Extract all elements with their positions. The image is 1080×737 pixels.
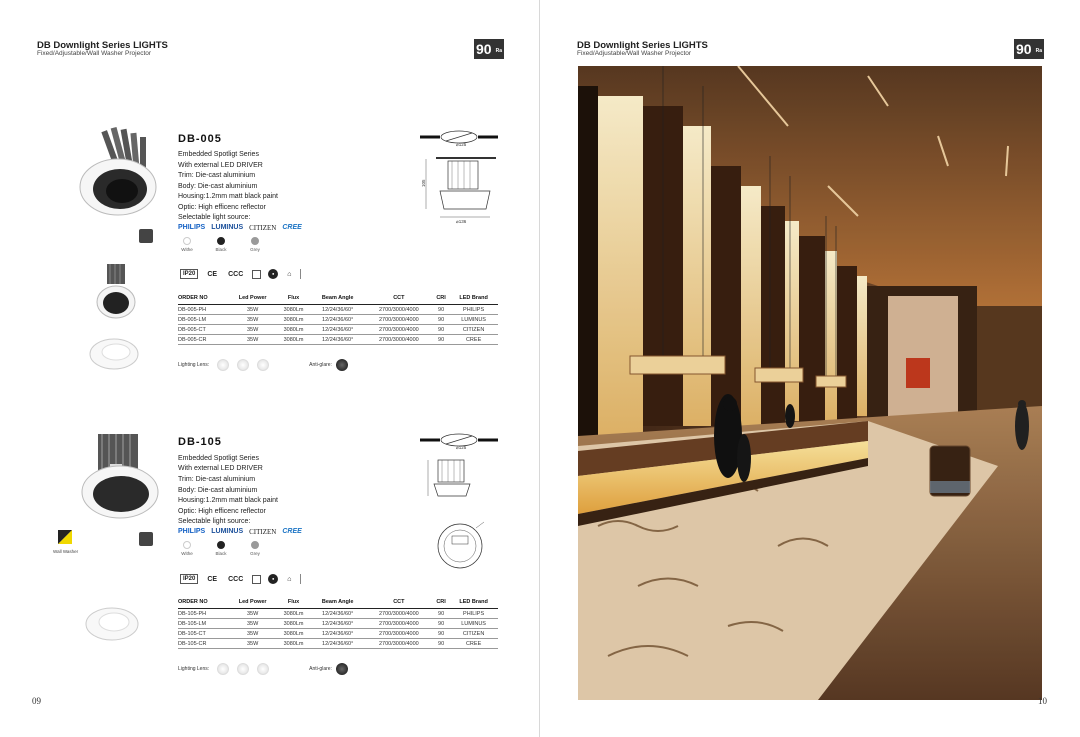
lens-option — [237, 663, 249, 675]
col-led-brand: LED Brand — [459, 295, 488, 301]
wall-washer-label: Wall Washer — [53, 549, 79, 554]
header-title: DB Downlight Series LIGHTS — [37, 40, 168, 51]
lens-option — [257, 663, 269, 675]
house-icon: ⌂ — [287, 270, 292, 278]
swatch-black: Black — [214, 237, 228, 252]
lens-option — [217, 359, 229, 371]
ra-value: 90 — [476, 41, 492, 57]
col-cct: CCT — [393, 599, 405, 605]
product-image-db-005 — [78, 125, 160, 220]
lens-row — [178, 663, 348, 675]
ra-badge — [1014, 39, 1044, 59]
ccc-mark: CCC — [228, 575, 244, 583]
product-image-trim-db-005 — [88, 336, 140, 372]
citizen-logo: CITIZEN — [249, 224, 277, 232]
antiglare-icon — [336, 359, 348, 371]
swatch-grey: Grey — [248, 541, 262, 556]
luminus-logo: LUMINUS — [211, 224, 244, 231]
spec-line: Trim: Die-cast aluminium — [178, 476, 256, 483]
ip20-badge: IP20 — [180, 269, 198, 279]
brand-logos — [178, 224, 302, 232]
dimmable-icon — [139, 229, 153, 243]
technical-drawing-db-005 — [418, 125, 500, 225]
col-flux: Flux — [287, 295, 300, 301]
page-number: 10 — [1038, 696, 1047, 706]
ccc-mark: CCC — [228, 270, 244, 278]
color-swatches — [180, 541, 262, 556]
class-icon: ● — [268, 574, 278, 584]
antiglare-label: Anti-glare: — [309, 666, 332, 672]
table-row: DB-005-LM 35W 3080Lm 12/24/36/60° 2700/3000/4000 90 LUMINUS — [178, 315, 498, 325]
table-row: DB-005-PH 35W 3080Lm 12/24/36/60° 2700/3000/4000 90 PHILIPS — [178, 305, 498, 315]
page-number: 09 — [32, 696, 41, 706]
col-order-no: ORDER NO — [178, 599, 208, 605]
col-beam-angle: Beam Angle — [321, 295, 354, 301]
spec-line: Trim: Die-cast aluminium — [178, 172, 256, 179]
antiglare — [309, 663, 348, 675]
certification-row — [180, 574, 301, 584]
lens-option — [217, 663, 229, 675]
col-cct: CCT — [393, 295, 405, 301]
ra-sup: Ra — [1035, 48, 1042, 54]
ra-badge — [474, 39, 504, 59]
table-row: DB-005-CR 35W 3080Lm 12/24/36/60° 2700/3000/4000 90 CREE — [178, 335, 498, 345]
cree-logo: CREE — [282, 224, 302, 231]
table-row: DB-105-CT 35W 3080Lm 12/24/36/60° 2700/3000/4000 90 CITIZEN — [178, 629, 498, 639]
spec-line: With external LED DRIVER — [178, 465, 263, 472]
spec-line: With external LED DRIVER — [178, 162, 263, 169]
header-subtitle: Fixed/Adjustable/Wall Washer Projector — [37, 50, 152, 57]
lens-row — [178, 359, 348, 371]
lens-option — [257, 359, 269, 371]
ce-mark: CE — [207, 575, 218, 583]
spec-line: Embedded Spotligt Series — [178, 151, 259, 158]
spec-line: Housing:1.2mm matt black paint — [178, 193, 278, 200]
col-led-power: Led Power — [238, 599, 267, 605]
dim-label: ⌀136 — [456, 219, 467, 224]
ra-sup: Ra — [495, 48, 502, 54]
col-cri: CRI — [436, 599, 446, 605]
product-image-trim-db-105 — [84, 604, 140, 644]
class-icon: ● — [268, 269, 278, 279]
dim-label: 105 — [421, 179, 426, 187]
antiglare — [309, 359, 348, 371]
lens-option — [237, 359, 249, 371]
spec-line: Body: Die-cast aluminium — [178, 487, 258, 494]
spec-line: Selectable light source: — [178, 214, 251, 221]
spec-line: Selectable light source: — [178, 518, 251, 525]
product-image-db-105 — [80, 430, 162, 522]
driver-icon — [252, 270, 261, 279]
col-beam-angle: Beam Angle — [321, 599, 354, 605]
spec-line: Optic: High efficenc reflector — [178, 204, 266, 211]
spec-line: Housing:1.2mm matt black paint — [178, 497, 278, 504]
swatch-white: Withe — [180, 541, 194, 556]
swatch-black: Black — [214, 541, 228, 556]
table-row: DB-105-CR 35W 3080Lm 12/24/36/60° 2700/3000/4000 90 CREE — [178, 639, 498, 649]
philips-logo: PHILIPS — [178, 224, 206, 231]
dim-label: ⌀125 — [456, 445, 467, 450]
swatch-white: Withe — [180, 237, 194, 252]
spec-line: Optic: High efficenc reflector — [178, 508, 266, 515]
swatch-grey: Grey — [248, 237, 262, 252]
spec-line: Embedded Spotligt Series — [178, 455, 259, 462]
hotel-lobby-photo — [578, 66, 1042, 700]
spec-table-db-105 — [178, 598, 498, 649]
ce-mark: CE — [207, 270, 218, 278]
luminus-logo: LUMINUS — [211, 528, 244, 535]
technical-drawing-db-105 — [418, 430, 500, 570]
col-order-no: ORDER NO — [178, 295, 208, 301]
ip20-badge: IP20 — [180, 574, 198, 584]
brand-logos — [178, 528, 302, 536]
dim-label: ⌀125 — [456, 142, 467, 147]
divider — [300, 269, 301, 279]
table-row: DB-005-CT 35W 3080Lm 12/24/36/60° 2700/3000/4000 90 CITIZEN — [178, 325, 498, 335]
col-flux: Flux — [287, 599, 300, 605]
divider — [300, 574, 301, 584]
lighting-lens-label: Lighting Lens: — [178, 362, 210, 368]
driver-icon — [252, 575, 261, 584]
header-subtitle: Fixed/Adjustable/Wall Washer Projector — [577, 50, 692, 57]
product-model: DB-005 — [178, 133, 222, 145]
certification-row — [180, 269, 301, 279]
house-icon: ⌂ — [287, 575, 292, 583]
right-page — [540, 0, 1080, 737]
table-header-row — [178, 598, 498, 609]
table-header-row — [178, 294, 498, 305]
col-led-brand: LED Brand — [459, 599, 488, 605]
product-image-small-db-005 — [95, 262, 137, 320]
spec-table-db-005 — [178, 294, 498, 345]
color-swatches — [180, 237, 262, 252]
citizen-logo: CITIZEN — [249, 528, 277, 536]
header-title: DB Downlight Series LIGHTS — [577, 40, 708, 51]
table-row: DB-105-PH 35W 3080Lm 12/24/36/60° 2700/3000/4000 90 PHILIPS — [178, 609, 498, 619]
philips-logo: PHILIPS — [178, 528, 206, 535]
ra-value: 90 — [1016, 41, 1032, 57]
col-led-power: Led Power — [238, 295, 267, 301]
dimmable-icon — [139, 532, 153, 546]
col-cri: CRI — [436, 295, 446, 301]
lighting-lens-label: Lighting Lens: — [178, 666, 210, 672]
cree-logo: CREE — [282, 528, 302, 535]
antiglare-icon — [336, 663, 348, 675]
antiglare-label: Anti-glare: — [309, 362, 332, 368]
table-row: DB-105-LM 35W 3080Lm 12/24/36/60° 2700/3000/4000 90 LUMINUS — [178, 619, 498, 629]
product-model: DB-105 — [178, 436, 222, 448]
spec-line: Body: Die-cast aluminium — [178, 183, 258, 190]
